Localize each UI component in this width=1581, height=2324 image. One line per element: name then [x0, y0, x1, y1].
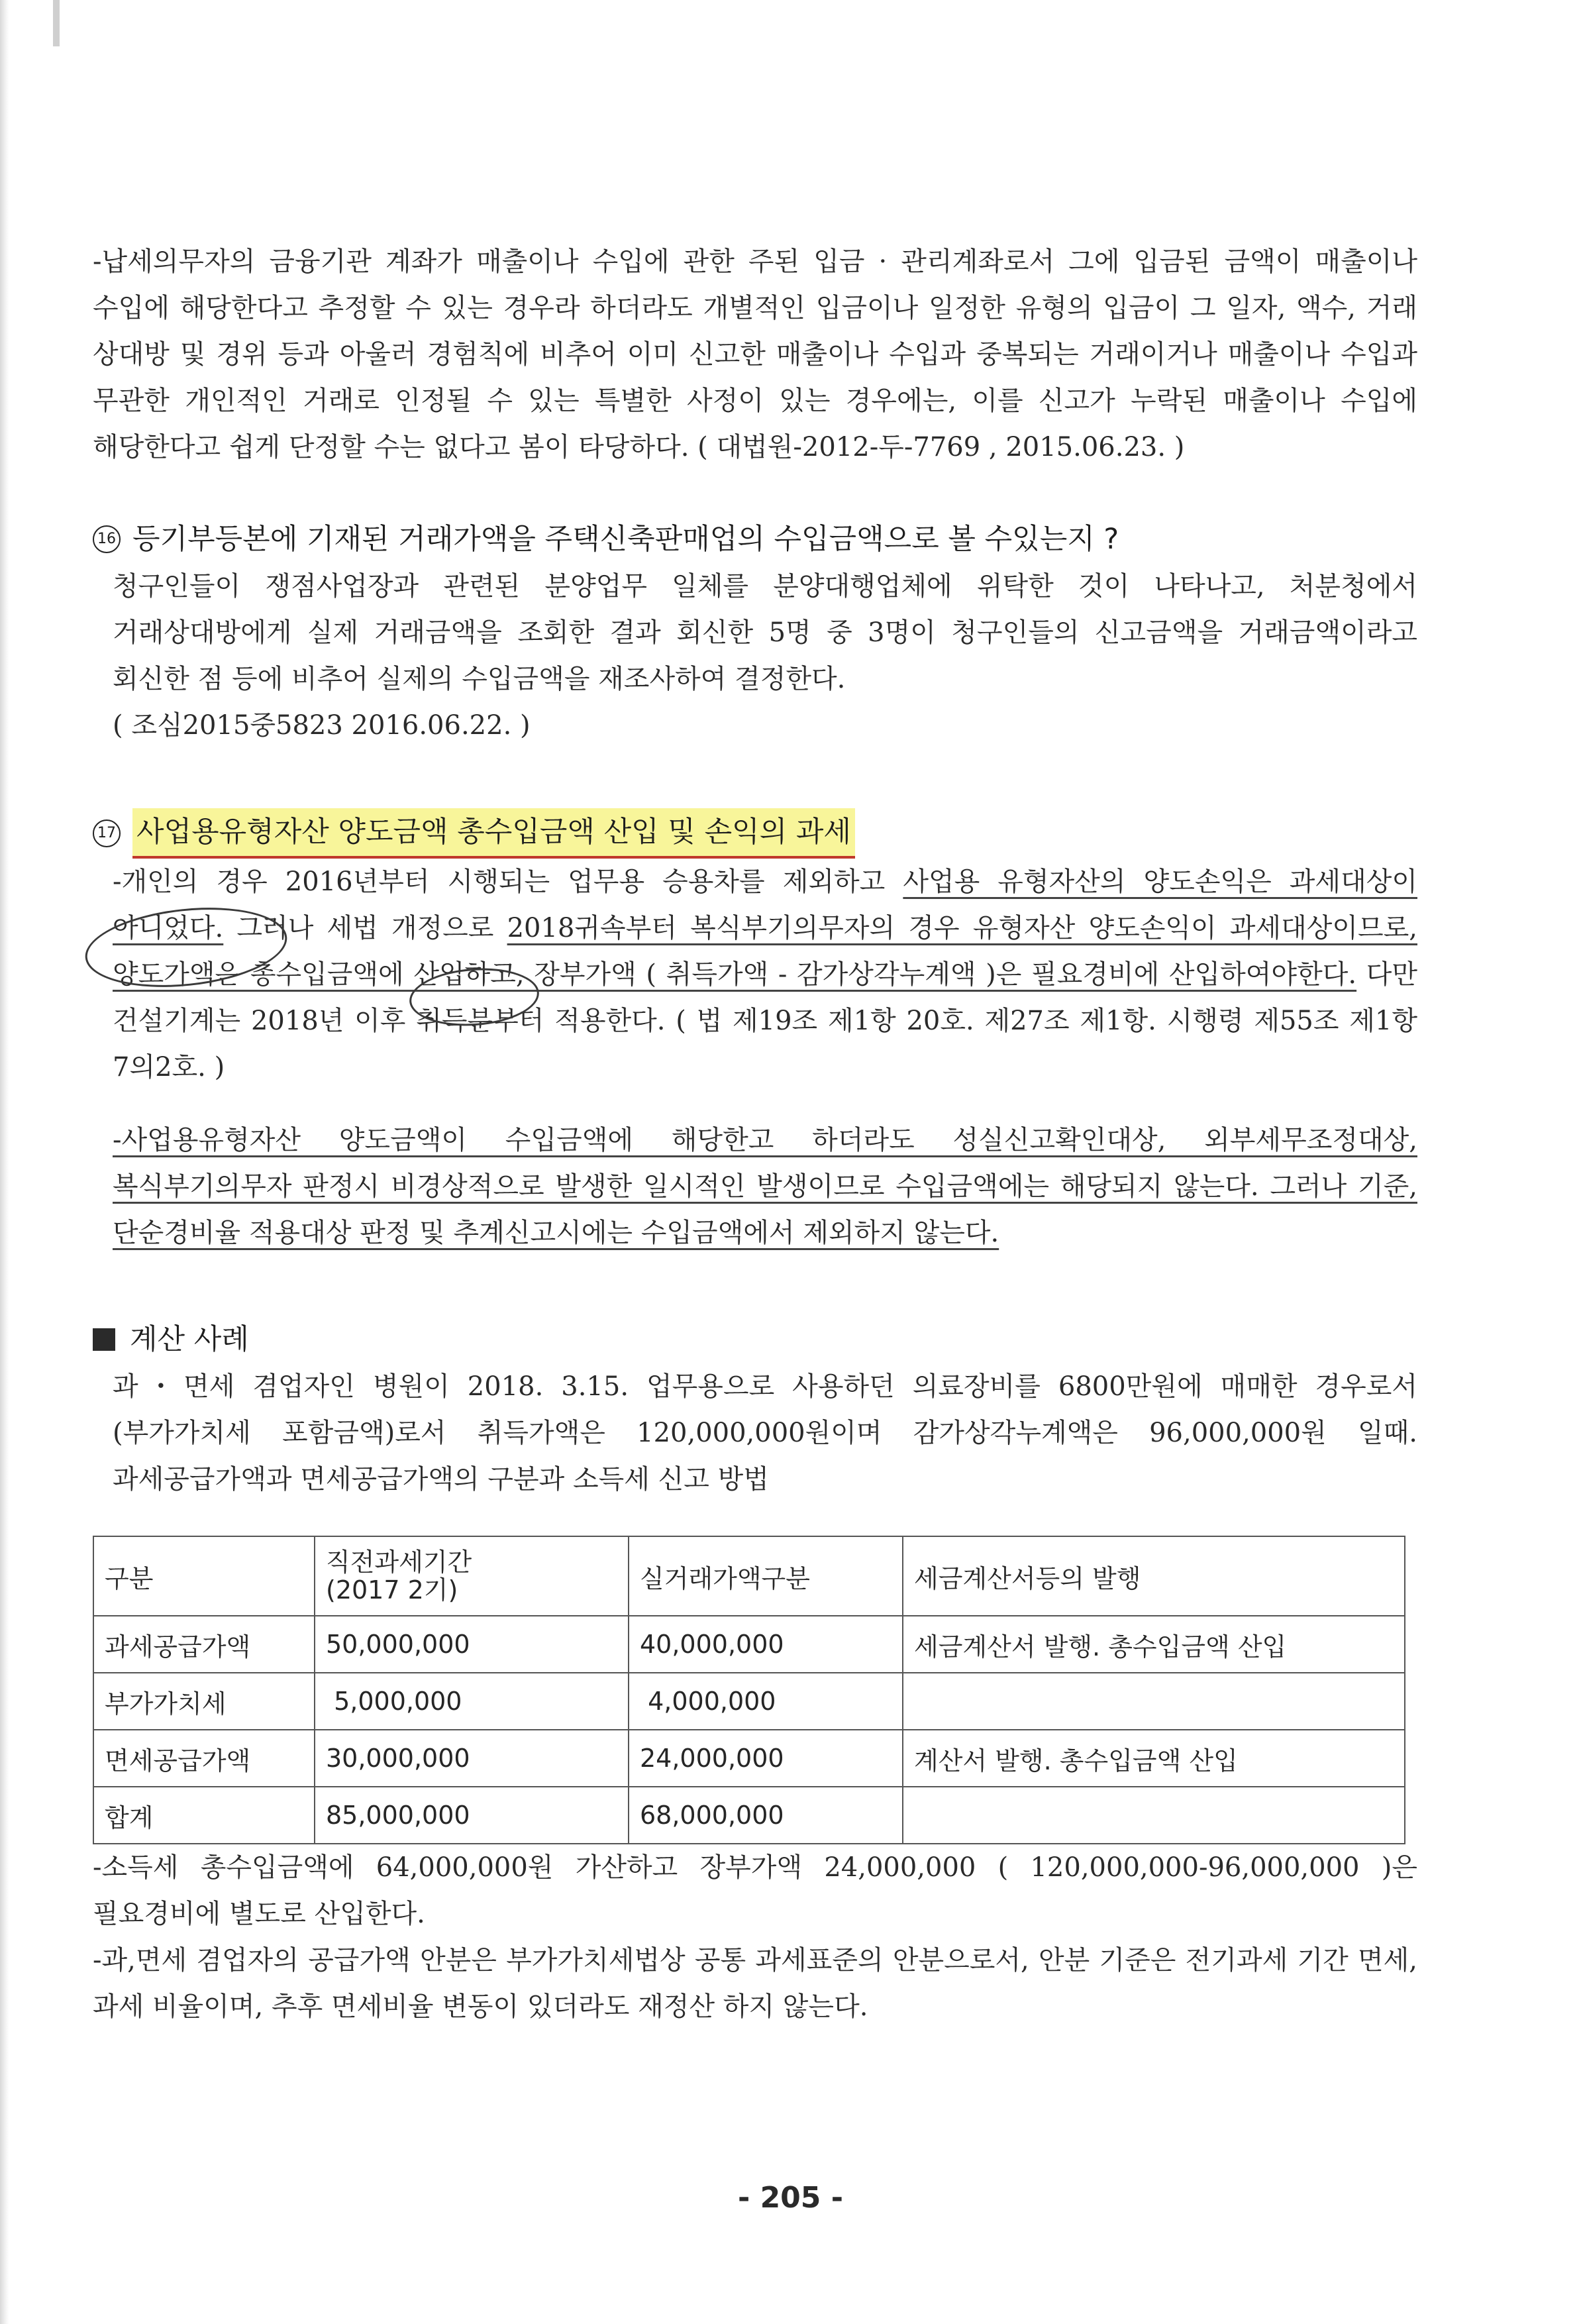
- example-intro: 과・면세 겸업자인 병원이 2018. 3.15. 업무용으로 사용하던 의료장비를 6800만원에 매매한 경우로서 (부가가치세 포함금액)로서 취득가액은 120,000,000원이며 감가상각누계액은 96,000,000원 일때. 과세공급가액과 면세공급가액의 구분과 소득세 신고 방법: [113, 1371, 1417, 1495]
- section-16-body: 청구인들이 쟁점사업장과 관련된 분양업무 일체를 분양대행업체에 위탁한 것이 나타나고, 처분청에서 거래상대방에게 실제 거래금액을 조회한 결과 회신한 5명 중 3명이 청구인들의 신고금액을 거래금액이라고 회신한 점 등에 비추어 실제의 수입금액을 재조사하여 결정한다.: [113, 571, 1417, 694]
- table-cell: 4,000,000: [629, 1673, 903, 1730]
- table-cell: 40,000,000: [629, 1616, 903, 1673]
- scan-top-mark: [53, 0, 60, 46]
- table-row: [93, 1673, 1405, 1730]
- table-cell: 68,000,000: [629, 1787, 903, 1844]
- calculation-table: [93, 1536, 1405, 1844]
- page-number: - 205 -: [737, 2181, 843, 2215]
- section-17-p1-a: -개인의 경우 2016년부터 시행되는 업무용 승용차를 제외하고: [113, 867, 903, 897]
- section-17-title: 사업용유형자산 양도금액 총수입금액 산입 및 손익의 과세: [132, 808, 855, 859]
- example-heading-text: 계산 사례: [130, 1323, 249, 1356]
- table-cell: 85,000,000: [315, 1787, 629, 1844]
- table-cell: 24,000,000: [629, 1730, 903, 1787]
- precedent-paragraph: -납세의무자의 금융기관 계좌가 매출이나 수입에 관한 주된 입금 · 관리계좌로서 그에 입금된 금액이 매출이나 수입에 해당한다고 추정할 수 있는 경우라 하더라도 개별적인 입금이나 일정한 유형의 입금이 그 일자, 액수, 거래 상대방 및 경위 등과 아울러 경험칙에 비추어 이미 신고한 매출이나 수입과 중복되는 거래이거나 매출이나 수입과 무관한 개인적인 거래로 인정될 수 있는 특별한 사정이 있는 경우에는, 이를 신고가 누락된 매출이나 수입에 해당한다고 쉽게 단정할 수는 없다고 봄이 타당하다. ( 대법원-2012-두-7769 , 2015.06.23. ): [93, 246, 1417, 462]
- section-16-heading: [93, 515, 1417, 563]
- table-cell: [903, 1787, 1405, 1844]
- table-cell: 계산서 발행. 총수입금액 산입: [903, 1730, 1405, 1787]
- section-17-paragraph-1: [93, 859, 1417, 1090]
- table-cell: 5,000,000: [315, 1673, 629, 1730]
- table-cell: [903, 1673, 1405, 1730]
- table-cell: 세금계산서 발행. 총수입금액 산입: [903, 1616, 1405, 1673]
- section-17-number: 17: [93, 819, 121, 847]
- table-header-cell: 구분: [93, 1536, 315, 1616]
- table-cell: 면세공급가액: [93, 1730, 315, 1787]
- example-note-2: -과,면세 겸업자의 공급가액 안분은 부가가치세법상 공통 과세표준의 안분으로서, 안분 기준은 전기과세 기간 면세, 과세 비율이며, 추후 면세비율 변동이 있더라도 재정산 하지 않는다.: [93, 1945, 1417, 2022]
- table-cell: 과세공급가액: [93, 1616, 315, 1673]
- table-row: [93, 1787, 1405, 1844]
- table-cell: 50,000,000: [315, 1616, 629, 1673]
- section-17-p1-d: 2018귀속부터 복식부기의무자의 경우 유형자산 양도손익이 과세대상이므로, 양도가액은 총수입금액에 산입하고, 장부가액 ( 취득가액 - 감가상각누계액 )은 필요경비에 산입하여야한다.: [113, 913, 1417, 990]
- section-17-p1-c: 그러나 세법 개정으로: [223, 913, 507, 943]
- section-17-p1-e: 다만 건설기계는 2018년 이후 취득분부터 적용한다. ( 법 제19조 제1항 20호. 제27조 제1항. 시행령 제55조 제1항 7의2호. ): [113, 959, 1417, 1083]
- square-bullet-icon: [93, 1328, 115, 1351]
- page-content: [93, 238, 1417, 2030]
- section-16-title: 등기부등본에 기재된 거래가액을 주택신축판매업의 수입금액으로 볼 수있는지 ?: [132, 523, 1119, 556]
- table-cell: 30,000,000: [315, 1730, 629, 1787]
- table-cell: 부가가치세: [93, 1673, 315, 1730]
- table-header-text: 직전과세기간 (2017 2기): [326, 1548, 472, 1605]
- section-16-citation: ( 조심2015중5823 2016.06.22. ): [113, 710, 531, 741]
- table-header-cell: [315, 1536, 629, 1616]
- example-note-1: -소득세 총수입금액에 64,000,000원 가산하고 장부가액 24,000,000 ( 120,000,000-96,000,000 )은 필요경비에 별도로 산입한다.: [93, 1852, 1417, 1929]
- section-17-heading: [93, 808, 1417, 859]
- section-17-paragraph-2: -사업용유형자산 양도금액이 수입금액에 해당한고 하더라도 성실신고확인대상, 외부세무조정대상, 복식부기의무자 판정시 비경상적으로 발생한 일시적인 발생이므로 수입금액에는 해당되지 않는다. 그러나 기준, 단순경비율 적용대상 판정 및 추계신고시에는 수입금액에서 제외하지 않는다.: [113, 1125, 1417, 1248]
- example-heading: [93, 1316, 1417, 1363]
- table-header-cell: 세금계산서등의 발행: [903, 1536, 1405, 1616]
- section-16-number: 16: [93, 525, 121, 553]
- table-row: [93, 1730, 1405, 1787]
- table-header-row: [93, 1536, 1405, 1616]
- table-row: [93, 1616, 1405, 1673]
- section-17-p1-b: 사업용 유형자산의 양도손익은 과세대상이 아니었다.: [113, 867, 1417, 943]
- scan-left-edge: [0, 0, 9, 2324]
- table-header-cell: 실거래가액구분: [629, 1536, 903, 1616]
- table-cell: 합계: [93, 1787, 315, 1844]
